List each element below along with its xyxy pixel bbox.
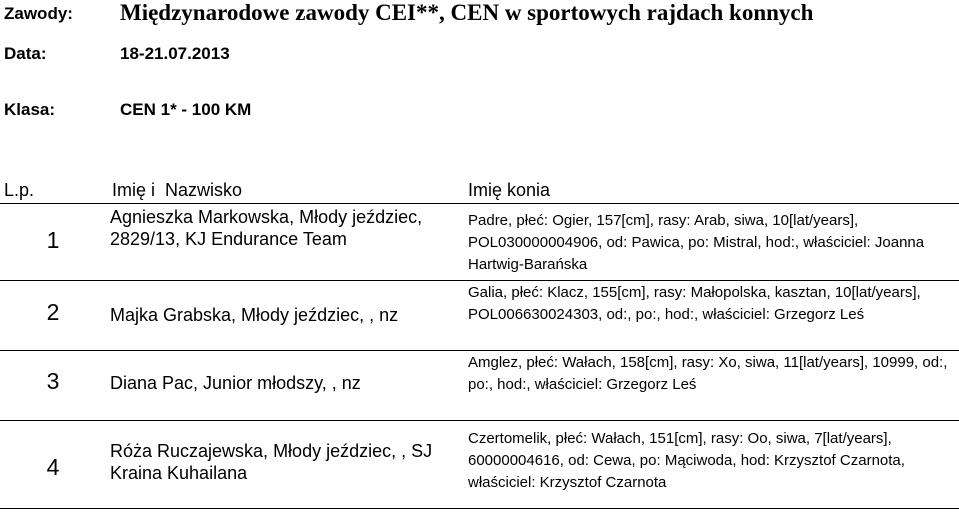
column-header-horse: Imię konia — [468, 180, 551, 200]
class-label: Klasa: — [4, 100, 56, 119]
horse-details: Padre, płeć: Ogier, 157[cm], rasy: Arab, siwa, 10[lat/years], POL030000004906, od: Pawica, po: Mistral, hod:, właściciel: Joanna Hartwig-Barańska — [468, 212, 925, 273]
row-divider — [0, 508, 959, 509]
date-label: Data: — [4, 44, 47, 63]
header-divider — [0, 203, 959, 204]
row-number: 1 — [46, 227, 60, 253]
rider-name: Róża Ruczajewska, Młody jeździec, , SJ Kraina Kuhailana — [110, 441, 433, 483]
row-divider — [0, 280, 959, 281]
column-header-lp: L.p. — [4, 180, 35, 200]
rider-name: Majka Grabska, Młody jeździec, , nz — [110, 305, 399, 325]
row-number: 3 — [46, 368, 60, 394]
rider-name: Diana Pac, Junior młodszy, , nz — [110, 373, 361, 393]
event-label: Zawody: — [4, 4, 73, 23]
row-divider — [0, 350, 959, 351]
horse-details: Amglez, płeć: Wałach, 158[cm], rasy: Xo, siwa, 11[lat/years], 10999, od:, po:, hod:, właściciel: Grzegorz Leś — [468, 354, 948, 393]
row-number: 4 — [46, 454, 60, 480]
column-header-rider: Imię i Nazwisko — [112, 180, 243, 200]
row-divider — [0, 420, 959, 421]
horse-details: Czertomelik, płeć: Wałach, 151[cm], rasy: Oo, siwa, 7[lat/years], 60000004616, od: Cewa, po: Mąciwoda, hod: Krzysztof Czarnota, właściciel: Krzysztof Czarnota — [468, 430, 905, 491]
event-title: Międzynarodowe zawody CEI**, CEN w sportowych rajdach konnych — [120, 0, 814, 25]
row-number: 2 — [46, 299, 60, 325]
class-value: CEN 1* - 100 KM — [120, 100, 252, 119]
date-value: 18-21.07.2013 — [120, 44, 230, 63]
horse-details: Galia, płeć: Klacz, 155[cm], rasy: Małopolska, kasztan, 10[lat/years], POL006630024303, od:, po:, hod:, właściciel: Grzegorz Leś — [468, 284, 921, 323]
rider-name: Agnieszka Markowska, Młody jeździec, 2829/13, KJ Endurance Team — [110, 207, 423, 249]
